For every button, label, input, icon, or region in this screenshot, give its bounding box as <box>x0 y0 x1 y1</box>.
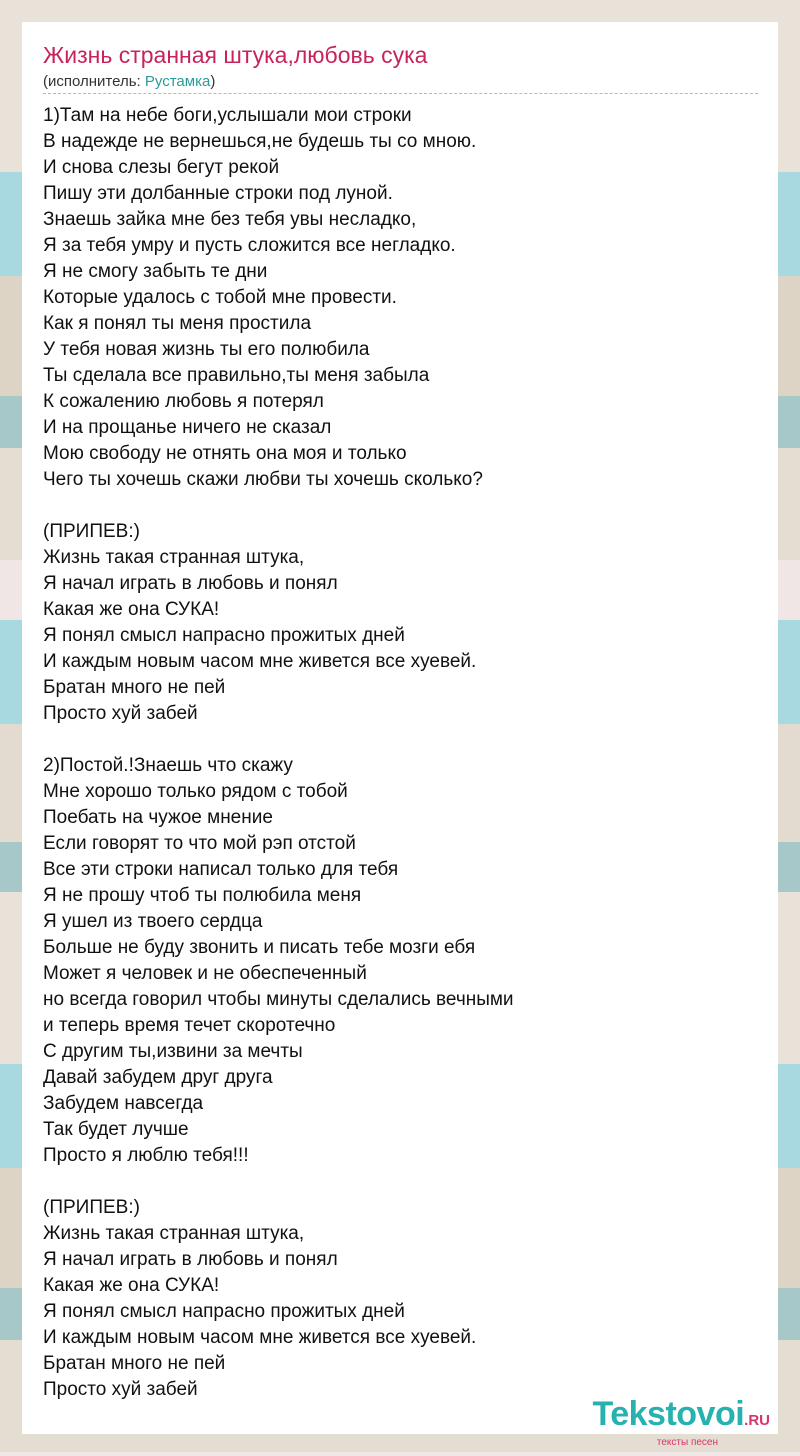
lyric-line: 1)Там на небе боги,услышали мои строки <box>43 105 412 126</box>
lyric-line: Я за тебя умру и пусть сложится все негладко. <box>43 235 456 256</box>
lyric-line: Больше не буду звонить и писать тебе мозги ебя <box>43 937 476 958</box>
lyric-line: (ПРИПЕВ:) <box>43 1197 140 1218</box>
lyric-line: Какая же она СУКА! <box>43 599 220 620</box>
lyric-line: Мою свободу не отнять она моя и только <box>43 443 407 464</box>
lyric-line: И снова слезы бегут рекой <box>43 157 280 178</box>
lyric-line: И каждым новым часом мне живется все хуевей. <box>43 1327 477 1348</box>
lyric-line: Как я понял ты меня простила <box>43 313 312 334</box>
logo-tld: .RU <box>744 1412 770 1429</box>
lyric-line: Поебать на чужое мнение <box>43 807 273 828</box>
stanza-break <box>43 493 763 519</box>
lyric-line: Знаешь зайка мне без тебя увы несладко, <box>43 209 417 230</box>
lyric-line: Я понял смысл напрасно прожитых дней <box>43 625 405 646</box>
stanza-break <box>43 1169 763 1195</box>
artist-link[interactable]: Рустамка <box>144 73 211 90</box>
lyric-line: 2)Постой.!Знаешь что скажу <box>43 755 293 776</box>
lyric-line: У тебя новая жизнь ты его полюбила <box>43 339 370 360</box>
lyric-line: но всегда говорил чтобы минуты сделались вечными <box>43 989 514 1010</box>
lyric-line: Просто я люблю тебя!!! <box>43 1145 249 1166</box>
site-logo[interactable] <box>592 1395 770 1448</box>
song-title: Жизнь странная штука,любовь сука <box>43 42 428 68</box>
lyric-line: Просто хуй забей <box>43 703 198 724</box>
lyric-line: Все эти строки написал только для тебя <box>43 859 399 880</box>
lyric-line: Какая же она СУКА! <box>43 1275 220 1296</box>
artist-suffix: ) <box>210 73 216 90</box>
lyric-line: Если говорят то что мой рэп отстой <box>43 833 356 854</box>
artist-line <box>43 73 215 90</box>
lyric-line: Пишу эти долбанные строки под луной. <box>43 183 393 204</box>
lyric-line: Жизнь такая странная штука, <box>43 547 305 568</box>
lyric-line: (ПРИПЕВ:) <box>43 521 140 542</box>
lyric-line: Я ушел из твоего сердца <box>43 911 263 932</box>
lyric-line: Я не смогу забыть те дни <box>43 261 268 282</box>
lyric-line: Я не прошу чтоб ты полюбила меня <box>43 885 362 906</box>
lyric-line: Мне хорошо только рядом с тобой <box>43 781 348 802</box>
lyric-line: Может я человек и не обеспеченный <box>43 963 367 984</box>
artist-prefix: (исполнитель: <box>43 73 145 90</box>
stanza-break <box>43 727 763 753</box>
lyric-line: Давай забудем друг друга <box>43 1067 273 1088</box>
lyric-line: Я начал играть в любовь и понял <box>43 1249 338 1270</box>
lyrics-text <box>43 103 763 1403</box>
lyric-line: Так будет лучше <box>43 1119 189 1140</box>
logo-tagline: тексты песен <box>656 1437 718 1448</box>
lyric-line: Братан много не пей <box>43 677 226 698</box>
lyric-line: И на прощанье ничего не сказал <box>43 417 332 438</box>
lyric-line: Жизнь такая странная штука, <box>43 1223 305 1244</box>
lyric-line: Ты сделала все правильно,ты меня забыла <box>43 365 430 386</box>
lyric-line: С другим ты,извини за мечты <box>43 1041 303 1062</box>
lyric-line: Просто хуй забей <box>43 1379 198 1400</box>
lyric-line: Которые удалось с тобой мне провести. <box>43 287 397 308</box>
lyrics-card <box>22 22 778 1448</box>
lyric-line: и теперь время течет скоротечно <box>43 1015 336 1036</box>
lyric-line: И каждым новым часом мне живется все хуевей. <box>43 651 477 672</box>
lyric-line: Забудем навсегда <box>43 1093 204 1114</box>
title-divider <box>43 93 758 94</box>
logo-wordmark: Tekstovoi <box>592 1395 745 1433</box>
lyric-line: Чего ты хочешь скажи любви ты хочешь сколько? <box>43 469 483 490</box>
lyric-line: Я понял смысл напрасно прожитых дней <box>43 1301 405 1322</box>
lyric-line: В надежде не вернешься,не будешь ты со мною. <box>43 131 477 152</box>
lyric-line: К сожалению любовь я потерял <box>43 391 324 412</box>
lyric-line: Я начал играть в любовь и понял <box>43 573 338 594</box>
lyric-line: Братан много не пей <box>43 1353 226 1374</box>
